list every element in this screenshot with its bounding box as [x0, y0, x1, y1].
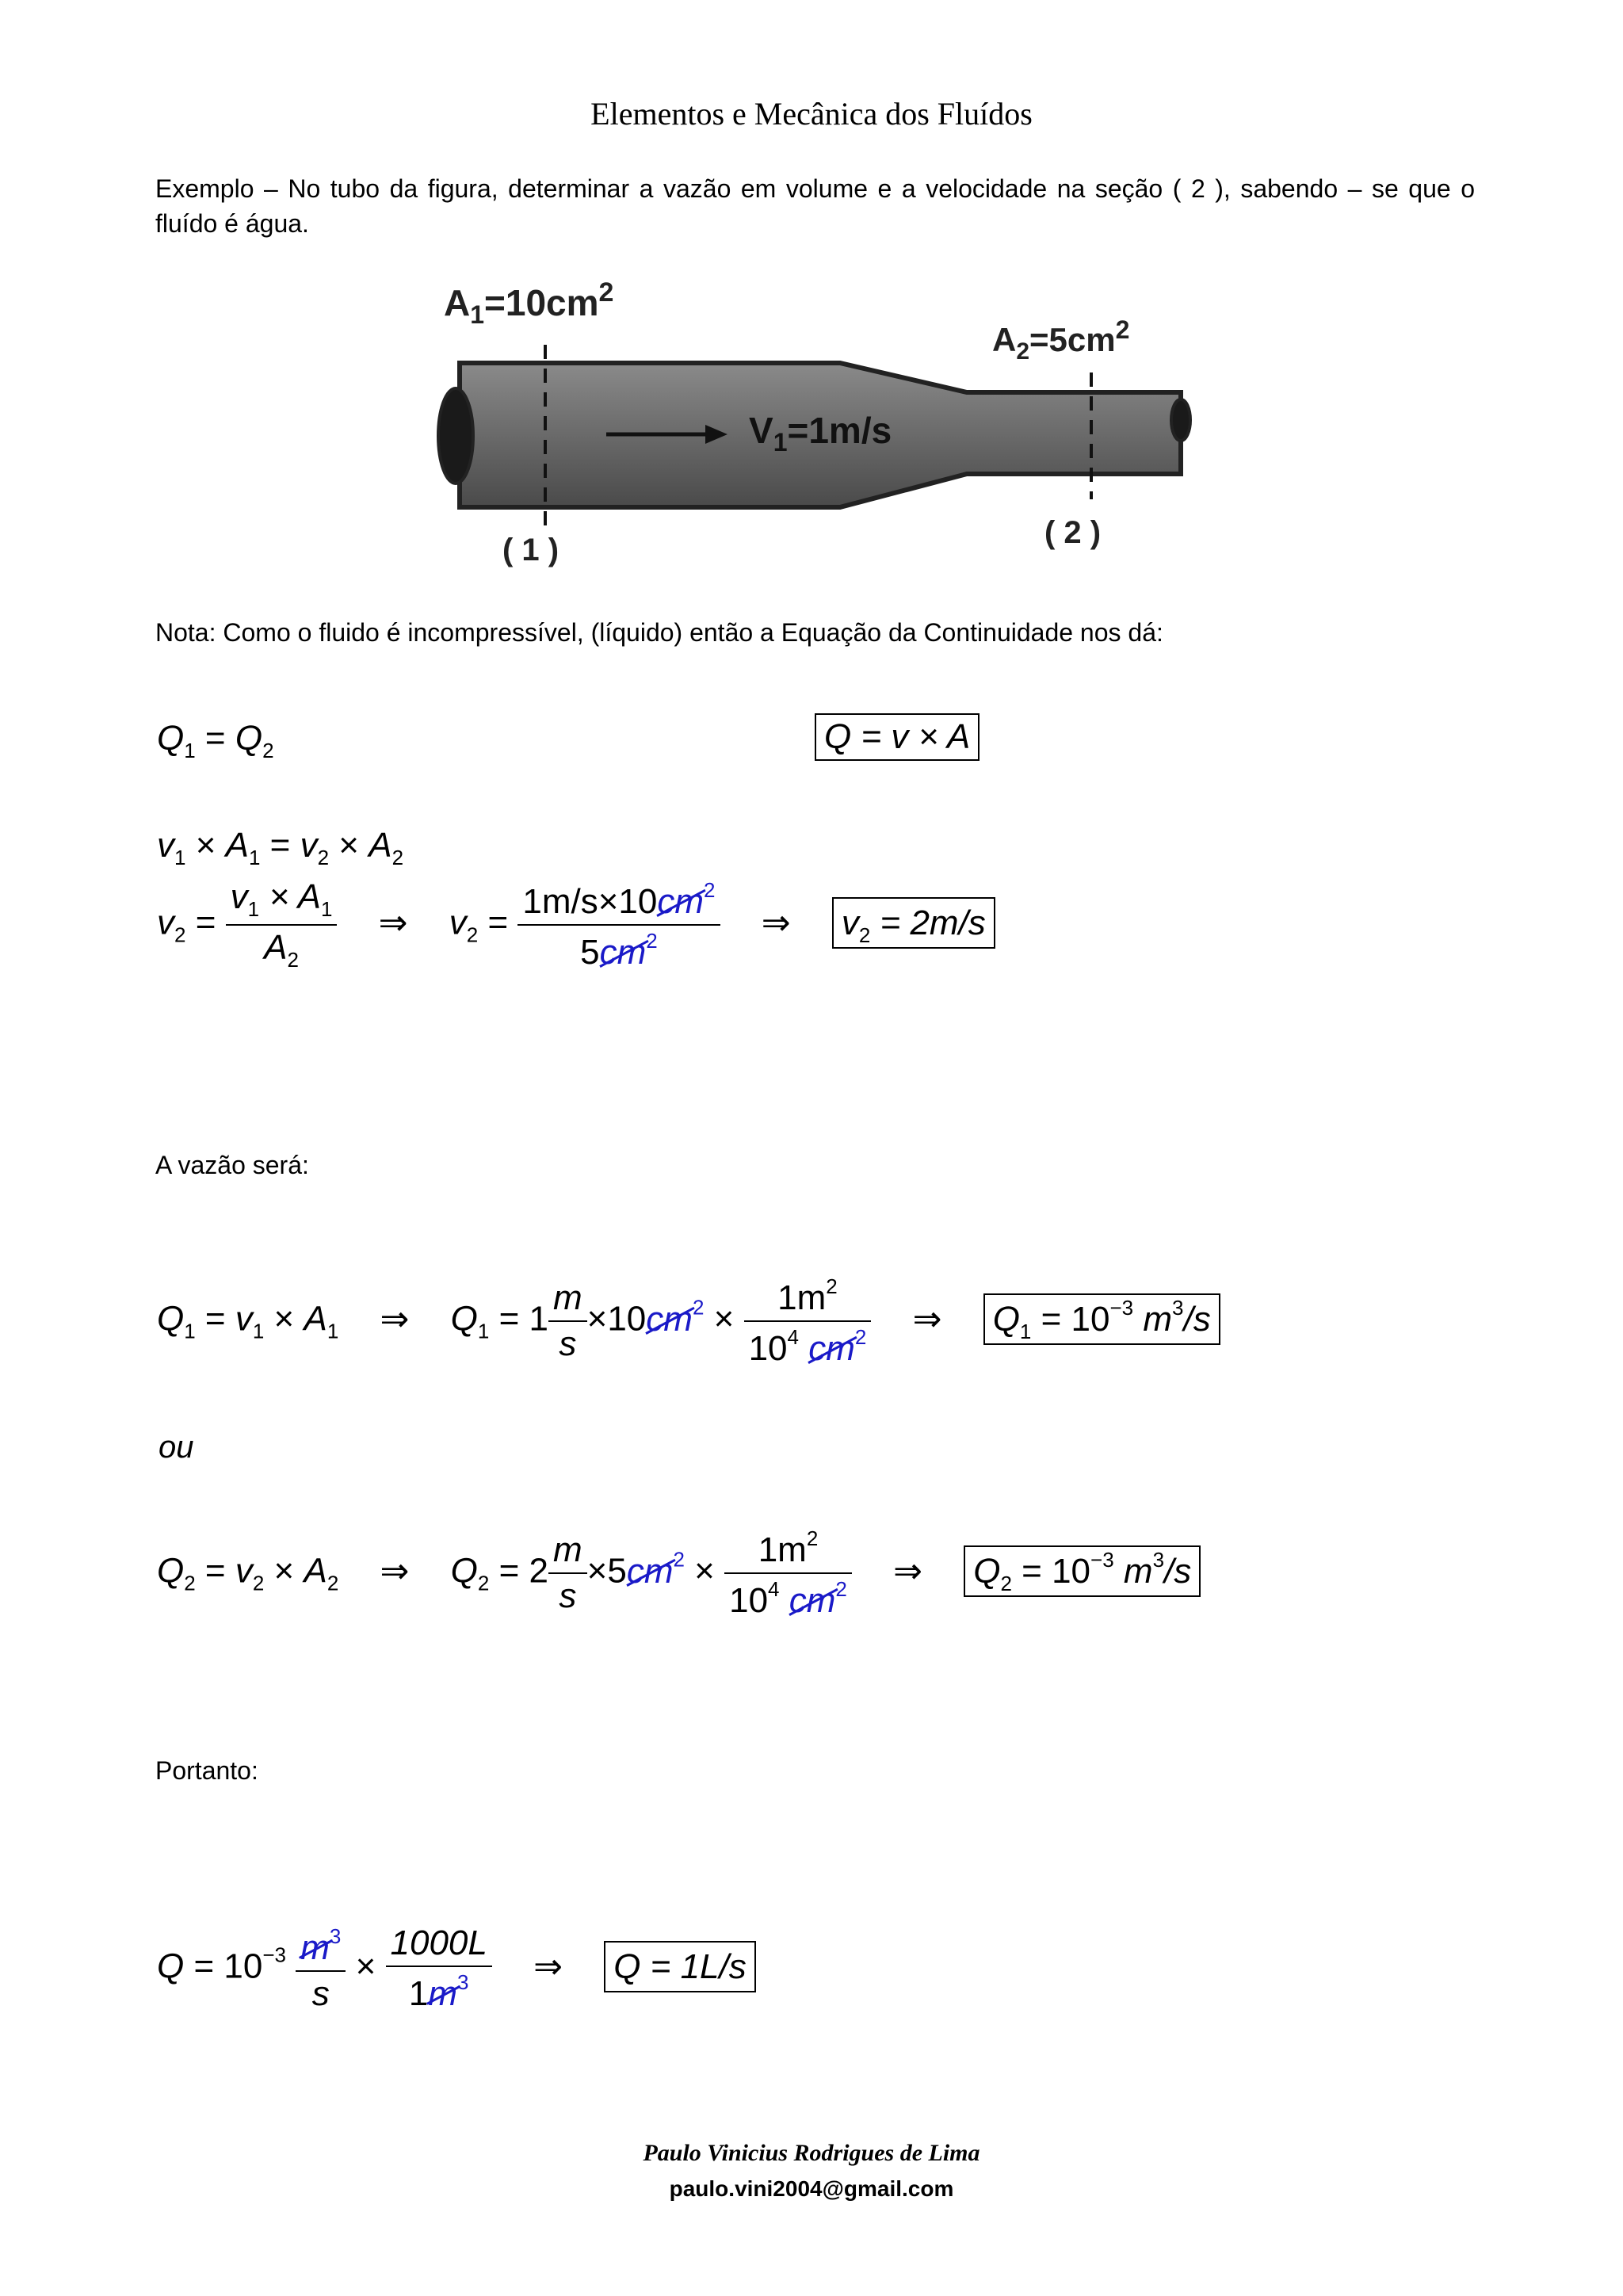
result-box-q2: $Q_2 = 10^{-3}$ $m^3/s$ — [964, 1545, 1201, 1597]
equation-final: $Q = 10^{-3}$ $\frac{m^3}{s}$ × $\frac{1000L}{1m^3}$ ⇒ Q = 1L/s — [157, 1926, 756, 2011]
page-title: Elementos e Mecânica dos Fluídos — [590, 96, 1033, 132]
equation-q1: $Q_1 = v_1 \times A_1$ ⇒ $Q_1 = 1$ $\frac{m}{s}$ $\times 10cm^2$ × $\frac{1m^2}{10^4 cm^2}$ ⇒ $Q_1 = 10^{-3}$ $m^3/s$ — [157, 1276, 1220, 1366]
area-1-label: $A_1=10cm^2$ — [444, 277, 614, 329]
area-2-label: $A_2=5cm^2$ — [992, 315, 1130, 365]
flow-rate-label: A vazão será: — [155, 1151, 309, 1179]
pipe-figure — [428, 269, 1220, 586]
result-box-q1: $Q_1 = 10^{-3}$ $m^3/s$ — [983, 1293, 1220, 1345]
equation-continuity: $v_1 \times A_1 = v_2 \times A_2$ — [157, 826, 404, 869]
conclusion-label: Portanto: — [155, 1756, 258, 1785]
problem-statement: Exemplo – No tubo da figura, determinar a vazão em volume e a velocidade na seção ( 2 ), sabendo – se que o fluído é água. — [155, 174, 1475, 238]
section-1-label: ( 1 ) — [502, 533, 559, 567]
result-box-final: Q = 1L/s — [604, 1941, 756, 1992]
fraction-v2-numeric: $\frac{1m/s\times 10cm^2}{5cm^2}$ — [517, 880, 720, 970]
result-box-v2: $v_2 = 2m/s$ — [832, 897, 995, 949]
formula-box-q: Q = v × A — [815, 713, 980, 761]
author-signature: Paulo Vinicius Rodrigues de Lima — [643, 2140, 980, 2166]
equation-q1-q2: $Q_1 = Q_2$ — [157, 719, 274, 762]
equation-q2: $Q_2 = v_2 \times A_2$ ⇒ $Q_2 = 2$ $\frac{m}{s}$ $\times 5cm^2$ × $\frac{1m^2}{10^4 cm^2}$ ⇒ $Q_2 = 10^{-3}$ $m^3/s$ — [157, 1528, 1201, 1618]
or-label: ou — [158, 1430, 194, 1465]
section-2-label: ( 2 ) — [1044, 515, 1102, 550]
fraction-v2-symbolic: $\frac{v_1 \times A_1}{A_2}$ — [226, 880, 338, 970]
pipe-inlet — [438, 388, 473, 483]
velocity-1-label: $V_1=1m/s$ — [749, 410, 892, 457]
continuity-note: Nota: Como o fluido é incompressível, (líquido) então a Equação da Continuidade nos dá: — [155, 618, 1163, 647]
author-email: paulo.vini2004@gmail.com — [669, 2176, 954, 2201]
equation-v2: $v_2$ = $\frac{v_1 \times A_1}{A_2}$ ⇒ $v_2$ = $\frac{1m/s\times 10cm^2}{5cm^2}$ ⇒ $v_2 = 2m/s$ — [157, 880, 995, 970]
pipe-outlet — [1171, 399, 1190, 441]
